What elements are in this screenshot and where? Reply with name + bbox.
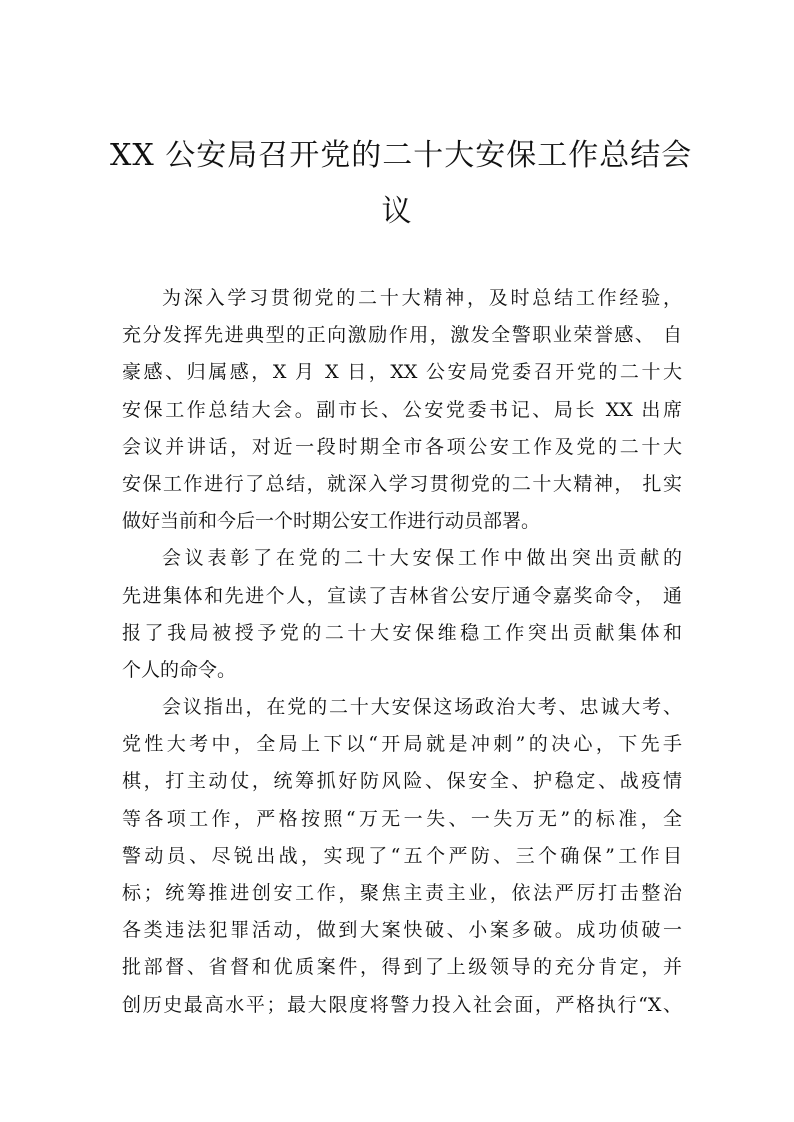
text-line: 先进集体和先进个人，宣读了吉林省公安厅通令嘉奖命令， 通 [122, 584, 682, 607]
text-line: 批部督、省督和优质案件，得到了上级领导的充分肯定，并 [122, 956, 682, 979]
text-line: 警动员、尽锐出战，实现了“五个严防、三个确保”工作目 [122, 844, 682, 867]
text-line: 做好当前和今后一个时期公安工作进行动员部署。 [122, 510, 541, 533]
text-line: 个人的命令。 [122, 658, 237, 681]
text-line: 会议表彰了在党的二十大安保工作中做出突出贡献的 [162, 547, 682, 570]
text-line: 会议并讲话，对近一段时期全市各项公安工作及党的二十大 [122, 435, 682, 458]
document-body [122, 280, 682, 1024]
title-line: 议 [381, 194, 413, 229]
text-line: 豪感、归属感，X 月 X 日，XX 公安局党委召开党的二十大 [122, 361, 682, 384]
document-title [110, 128, 693, 240]
paragraph-3 [122, 689, 682, 1024]
text-line: 会议指出，在党的二十大安保这场政治大考、忠诚大考、 [162, 696, 682, 719]
title-line: XX 公安局召开党的二十大安保工作总结会 [110, 138, 693, 173]
text-line: 安保工作总结大会。副市长、公安党委书记、局长 XX 出席 [122, 398, 682, 421]
text-line: 为深入学习贯彻党的二十大精神，及时总结工作经验， [162, 287, 682, 309]
text-line: 标；统筹推进创安工作，聚焦主责主业，依法严厉打击整治 [122, 882, 682, 904]
text-line: 等各项工作，严格按照“万无一失、一失万无”的标准，全 [122, 807, 682, 830]
text-line: 各类违法犯罪活动，做到大案快破、小案多破。成功侦破一 [122, 919, 682, 942]
text-line: 党性大考中，全局上下以“开局就是冲刺”的决心，下先手 [122, 733, 682, 756]
text-line: 充分发挥先进典型的正向激励作用，激发全警职业荣誉感、 自 [122, 324, 682, 347]
paragraph-2 [122, 540, 682, 689]
text-line: 创历史最高水平；最大限度将警力投入社会面，严格执行“X、 [122, 993, 682, 1016]
text-line: 安保工作进行了总结，就深入学习贯彻党的二十大精神， 扎实 [122, 472, 682, 495]
text-line: 棋，打主动仗，统筹抓好防风险、保安全、护稳定、战疫情 [122, 770, 682, 793]
text-line: 报了我局被授予党的二十大安保维稳工作突出贡献集体和 [122, 621, 682, 644]
paragraph-1 [122, 280, 682, 540]
